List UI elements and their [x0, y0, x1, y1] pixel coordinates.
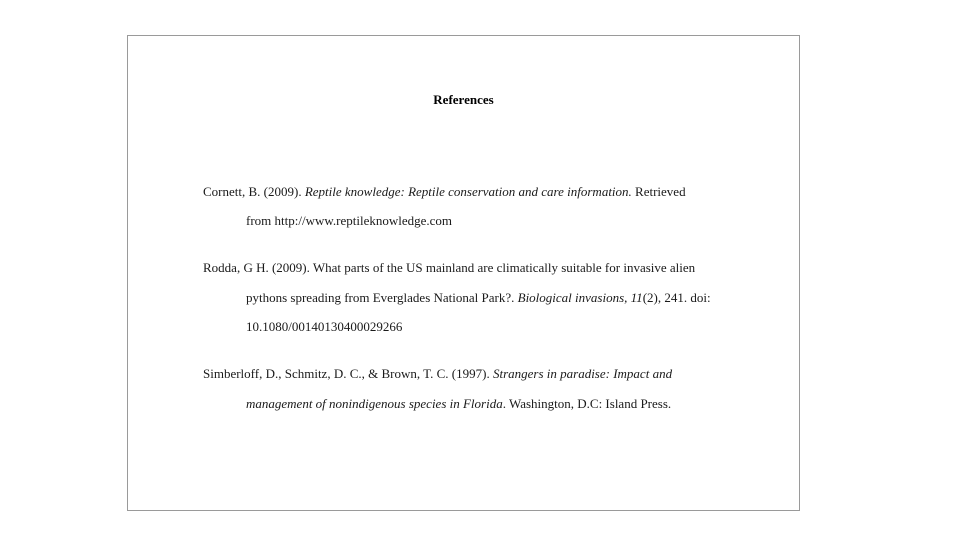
document-page	[127, 35, 800, 511]
reference-title-italic: Strangers in paradise: Impact and	[492, 366, 673, 381]
reference-doi: 10.1080/00140130400029266	[246, 319, 403, 334]
reference-line	[246, 213, 452, 229]
reference-line	[246, 290, 711, 306]
reference-text: (2), 241. doi:	[642, 290, 711, 305]
reference-line	[203, 366, 672, 382]
references-heading: References	[433, 92, 494, 107]
reference-text: pythons spreading from Everglades National Park?.	[246, 290, 518, 305]
reference-line	[203, 260, 695, 276]
reference-line	[246, 319, 402, 335]
reference-journal-italic: Biological invasions, 11	[517, 290, 643, 305]
reference-line	[203, 184, 686, 200]
reference-url: from http://www.reptileknowledge.com	[246, 213, 453, 228]
reference-text: Retrieved	[631, 184, 686, 199]
reference-text: Rodda, G H. (2009). What parts of the US mainland are climatically suitable for invasive alien	[203, 260, 696, 275]
reference-title-italic: management of nonindigenous species in Florida	[246, 396, 503, 411]
reference-title-italic: Reptile knowledge: Reptile conservation and care information.	[304, 184, 632, 199]
reference-text: . Washington, D.C: Island Press.	[502, 396, 672, 411]
reference-text: Cornett, B. (2009).	[203, 184, 305, 199]
reference-line	[246, 396, 671, 412]
reference-text: Simberloff, D., Schmitz, D. C., & Brown, T. C. (1997).	[203, 366, 493, 381]
